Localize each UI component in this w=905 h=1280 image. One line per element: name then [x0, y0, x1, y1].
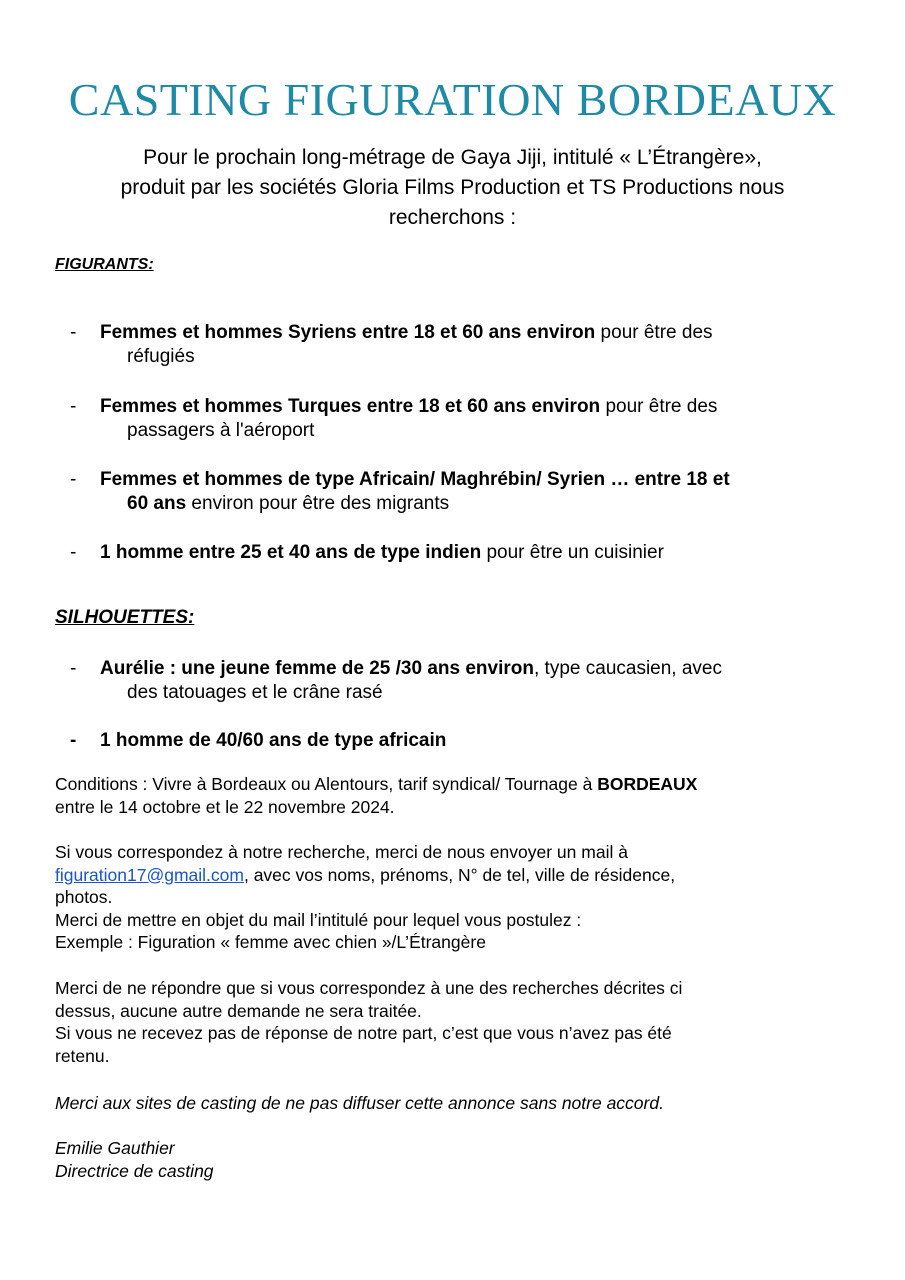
intro-line: produit par les sociétés Gloria Films Production et TS Productions nous — [120, 176, 785, 199]
list-dash: - — [70, 730, 77, 751]
page-title: CASTING FIGURATION BORDEAUX — [68, 74, 837, 125]
figurants-heading: FIGURANTS: — [55, 256, 154, 273]
list-dash: - — [70, 658, 77, 679]
conditions-line — [55, 773, 855, 796]
list-item-bold: Femmes et hommes Turques entre 18 et 60 ans environ — [100, 396, 601, 417]
contact-paragraph — [55, 841, 855, 954]
contact-text: , avec vos noms, prénoms, N° de tel, ville de résidence, — [243, 864, 676, 885]
list-dash: - — [70, 542, 77, 563]
list-item-line2: réfugiés — [127, 346, 195, 367]
list-item-line2: des tatouages et le crâne rasé — [127, 682, 383, 703]
email-link[interactable]: figuration17@gmail.com — [55, 864, 244, 885]
disclaimer — [55, 1092, 855, 1115]
intro-line: Pour le prochain long-métrage de Gaya Jiji, intitulé « L’Étrangère», — [143, 146, 762, 169]
signature — [55, 1137, 855, 1182]
list-dash: - — [70, 396, 77, 417]
list-item-text: environ pour être des migrants — [186, 493, 450, 514]
intro-paragraph — [40, 143, 865, 233]
signature-name: Emilie Gauthier — [55, 1138, 175, 1158]
list-item-bold: 60 ans — [127, 493, 187, 514]
conditions-text: Conditions : Vivre à Bordeaux ou Alentours, tarif syndical/ Tournage à — [55, 774, 598, 794]
list-item-line — [100, 541, 664, 565]
contact-line: Exemple : Figuration « femme avec chien »/L’Étrangère — [55, 932, 486, 952]
contact-line: photos. — [55, 887, 113, 907]
conditions-paragraph — [55, 773, 855, 818]
list-item-bold: Femmes et hommes Syriens entre 18 et 60 ans environ — [100, 322, 596, 343]
list-item-line — [100, 729, 446, 753]
list-item-text: , type caucasien, avec — [534, 658, 722, 679]
list-dash: - — [70, 469, 77, 490]
silhouettes-heading: SILHOUETTES: — [55, 607, 195, 628]
notice-line: Merci de ne répondre que si vous correspondez à une des recherches décrites ci — [55, 978, 683, 998]
list-item-line — [100, 657, 722, 681]
notice-paragraph — [55, 977, 855, 1067]
list-item-bold: 1 homme de 40/60 ans de type africain — [100, 730, 447, 751]
disclaimer-text: Merci aux sites de casting de ne pas diffuser cette annonce sans notre accord. — [55, 1093, 664, 1113]
intro-line: recherchons : — [388, 206, 517, 229]
signature-role: Directrice de casting — [55, 1160, 214, 1181]
list-item-line — [100, 395, 717, 419]
notice-line: Si vous ne recevez pas de réponse de notre part, c’est que vous n’avez pas été — [55, 1023, 672, 1043]
contact-line: Merci de mettre en objet du mail l’intitulé pour lequel vous postulez : — [55, 909, 582, 930]
list-item-line2 — [127, 492, 449, 516]
conditions-dates: entre le 14 octobre et le 22 novembre 2024. — [55, 796, 395, 817]
list-item-line — [100, 468, 730, 492]
notice-line: dessus, aucune autre demande ne sera traitée. — [55, 1000, 422, 1021]
conditions-city: BORDEAUX — [597, 774, 698, 794]
notice-line: retenu. — [55, 1045, 110, 1066]
list-dash: - — [70, 322, 77, 343]
list-item-bold: Femmes et hommes de type Africain/ Maghrébin/ Syrien … entre 18 et — [100, 469, 730, 490]
list-item-bold: Aurélie : une jeune femme de 25 /30 ans environ — [100, 658, 534, 679]
list-item-bold: 1 homme entre 25 et 40 ans de type indien — [100, 542, 482, 563]
contact-line: Si vous correspondez à notre recherche, merci de nous envoyer un mail à — [55, 842, 628, 862]
list-item-text: pour être des — [600, 396, 718, 417]
list-item-text: pour être un cuisinier — [481, 542, 664, 563]
list-item-text: pour être des — [595, 322, 713, 343]
contact-line — [55, 864, 855, 887]
list-item-line — [100, 321, 713, 345]
list-item-line2: passagers à l'aéroport — [127, 420, 315, 441]
